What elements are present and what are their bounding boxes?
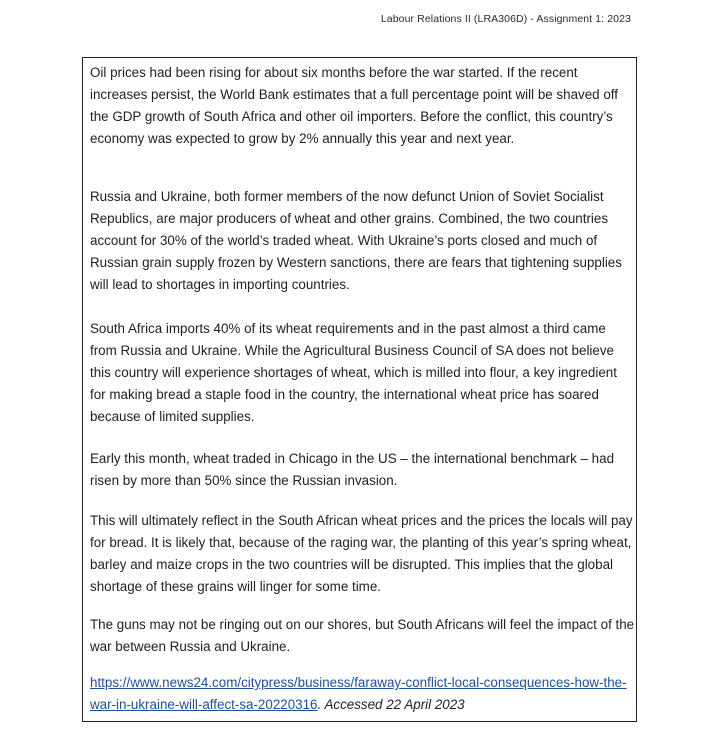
paragraph-sa-imports: South Africa imports 40% of its wheat requirements and in the past almost a third came from Russia and Ukraine. While the Agricultural Business Council of SA does not believe this country will experience shortages of wheat, which is milled into flour, a key ingredient for making bread a staple food in the country, the international wheat price has soared because of limited supplies. <box>90 321 617 424</box>
document-header: Labour Relations II (LRA306D) - Assignment 1: 2023 <box>380 13 631 25</box>
paragraph-bread-prices: This will ultimately reflect in the South African wheat prices and the prices the locals will pay for bread. It is likely that, because of the raging war, the planting of this year’s spring wheat, barley and maize crops in the two countries will be disrupted. This implies that the global shortage of these grains will linger for some time. <box>90 513 633 594</box>
source-link[interactable]: https://www.news24.com/citypress/business/faraway-conflict-local-consequences-how-the-war-in-ukraine-will-affect-sa-20220316 <box>90 675 627 712</box>
article-box <box>82 57 637 722</box>
accessed-date: . Accessed 22 April 2023 <box>317 697 465 712</box>
paragraph-chicago-benchmark: Early this month, wheat traded in Chicago in the US – the international benchmark – had risen by more than 50% since the Russian invasion. <box>90 451 615 488</box>
paragraph-conclusion: The guns may not be ringing out on our shores, but South Africans will feel the impact of the war between Russia and Ukraine. <box>90 617 635 654</box>
source-citation <box>90 672 635 716</box>
paragraph-oil-prices: Oil prices had been rising for about six months before the war started. If the recent increases persist, the World Bank estimates that a full percentage point will be shaved off the GDP growth of South Africa and other oil importers. Before the conflict, this country’s economy was expected to grow by 2% annually this year and next year. <box>90 65 618 146</box>
paragraph-wheat-producers: Russia and Ukraine, both former members of the now defunct Union of Soviet Socialist Republics, are major producers of wheat and other grains. Combined, the two countries account for 30% of the world’s traded wheat. With Ukraine’s ports closed and much of Russian grain supply frozen by Western sanctions, there are fears that tightening supplies will lead to shortages in importing countries. <box>90 189 622 292</box>
